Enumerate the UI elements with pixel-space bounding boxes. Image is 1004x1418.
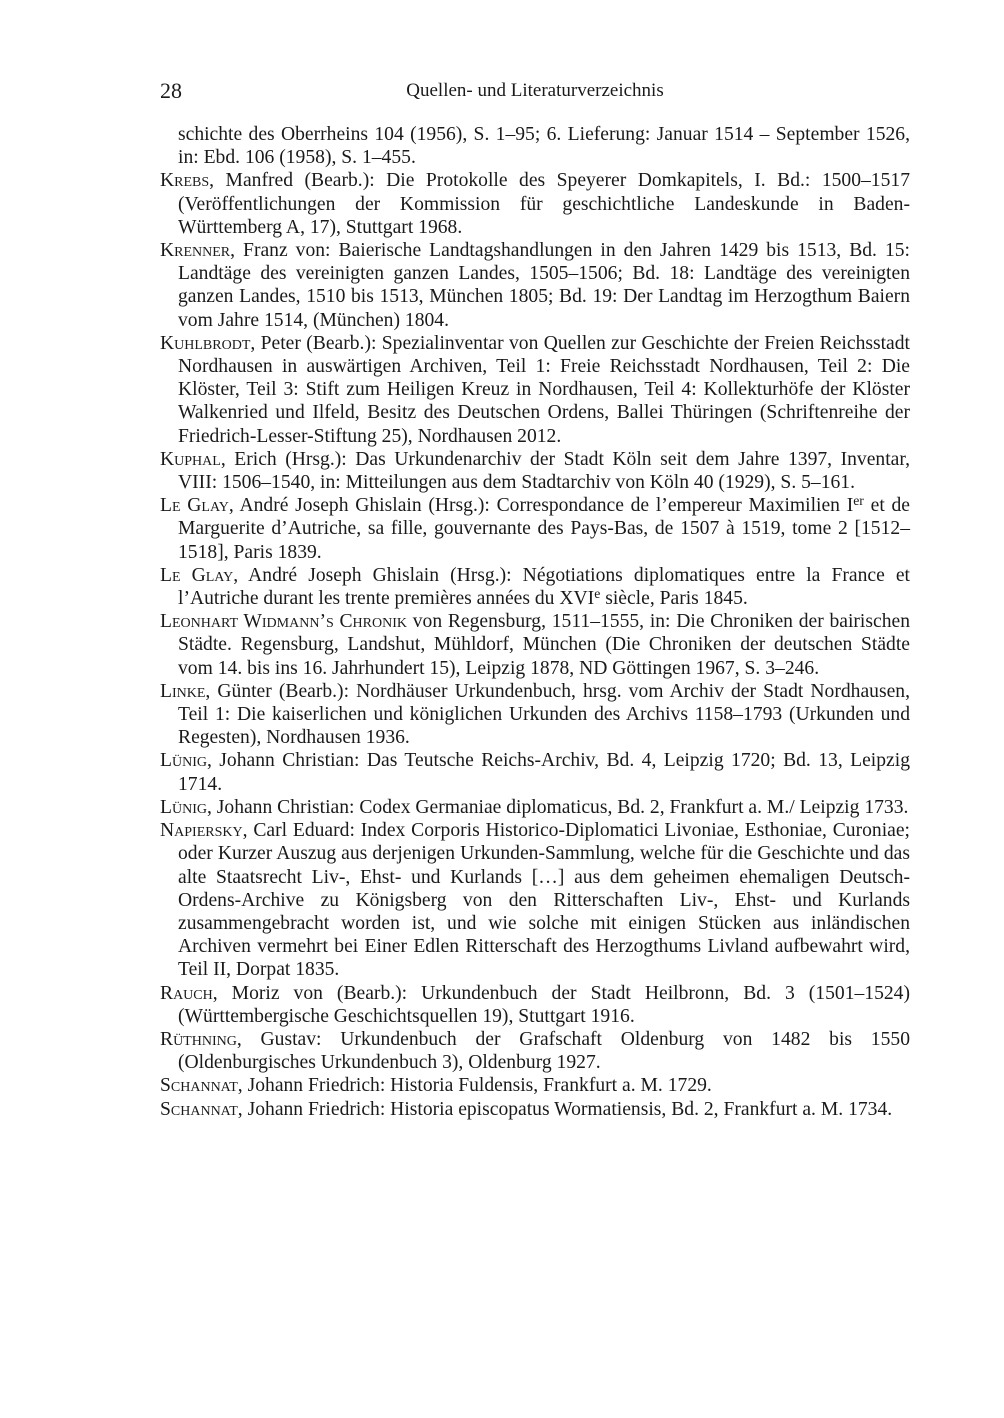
entry-text: , Erich (Hrsg.): Das Urkundenarchiv der Stadt Köln seit dem Jahre 1397, Inventar, VIII: 1506–1540, in: Mitteilungen aus dem Stadtarchiv von Köln 40 (1929), S. 5–161. xyxy=(178,448,910,494)
bibliography-entry xyxy=(160,680,910,750)
bibliography-entry xyxy=(160,1098,910,1121)
entry-author: Schannat xyxy=(160,1098,238,1120)
entry-author: Leonhart Widmann’s Chronik xyxy=(160,611,407,633)
entry-author: Rüthning xyxy=(160,1028,237,1050)
entry-text: , Franz von: Baierische Landtagshandlungen in den Jahren 1429 bis 1513, Bd. 15: Landtäge des vereinigten ganzen Landes, 1505–1506; Bd. 18: Landtäge des vereinigten ganzen Landes, 1510 bis 1513, München 1805; Bd. 19: Der Landtag im Herzogthum Baiern vom Jahre 1514, (München) 1804. xyxy=(178,240,910,331)
entry-author: Lünig xyxy=(160,796,207,818)
entry-text-cont: et de Marguerite d’Autriche, sa fille, gouvernante des Pays-Bas, de 1507 à 1519, tome 2 [1512–1518], Paris 1839. xyxy=(178,495,910,563)
bibliography-entry xyxy=(160,1074,910,1097)
entry-author: Le Glay xyxy=(160,495,229,517)
entry-text: , Johann Friedrich: Historia Fuldensis, Frankfurt a. M. 1729. xyxy=(237,1075,712,1097)
entry-text: , Moriz von (Bearb.): Urkundenbuch der Stadt Heilbronn, Bd. 3 (1501–1524) (Württembergische Geschichtsquellen 19), Stuttgart 1916. xyxy=(178,982,910,1027)
bibliography-entry xyxy=(160,796,910,819)
entry-text: schichte des Oberrheins 104 (1956), S. 1–95; 6. Lieferung: Januar 1514 – September 1526, in: Ebd. 106 (1958), S. 1–455. xyxy=(178,124,910,169)
bibliography-entry xyxy=(160,332,910,448)
entry-author: Rauch xyxy=(160,982,213,1004)
entry-text: , Johann Christian: Das Teutsche Reichs-Archiv, Bd. 4, Leipzig 1720; Bd. 13, Leipzig 1714. xyxy=(178,750,910,795)
bibliography-list xyxy=(160,123,910,1121)
entry-superscript: er xyxy=(853,493,864,509)
entry-text: , Carl Eduard: Index Corporis Historico-Diplomatici Livoniae, Esthoniae, Curoniae; oder Kurzer Auszug aus derjenigen Urkunden-Sammlung, welche für die Geschichte und das alte Staatsrecht Liv-, Ehst- und Kurlands […] aus dem geheimen ehemaligen Deutsch-Ordens-Archive zu Königsberg von den Ritterschaften Liv-, Ehst- und Kurlands zusammengebracht worden ist, und wie solche mit einigen Stücken aus inländischen Archiven vermehrt bei Einer Edlen Ritterschaft des Herzogthums Livland aufbewahrt wird, Teil II, Dorpat 1835. xyxy=(178,820,910,981)
entry-text: , Gustav: Urkundenbuch der Grafschaft Oldenburg von 1482 bis 1550 (Oldenburgisches Urkundenbuch 3), Oldenburg 1927. xyxy=(178,1028,910,1074)
bibliography-entry-continued xyxy=(160,123,910,169)
running-head: Quellen- und Literaturverzeichnis xyxy=(406,80,664,101)
bibliography-entry xyxy=(160,169,910,239)
bibliography-entry xyxy=(160,494,910,564)
entry-text: , Peter (Bearb.): Spezialinventar von Quellen zur Geschichte der Freien Reichsstadt Nordhausen in auswärtigen Archiven, Teil 1: Freie Reichsstadt Nordhausen, Teil 2: Die Klöster, Teil 3: Stift zum Heiligen Kreuz in Nordhausen, Teil 4: Kollekturhöfe der Klöster Walkenried und Ilfeld, Besitz des Deutschen Ordens, Ballei Thüringen (Schriftenreihe der Friedrich-Lesser-Stiftung 25), Nordhausen 2012. xyxy=(178,332,910,447)
entry-author: Napiersky xyxy=(160,820,243,842)
entry-author: Kuphal xyxy=(160,448,221,470)
entry-author: Linke xyxy=(160,680,206,702)
bibliography-entry xyxy=(160,448,910,494)
entry-text: , André Joseph Ghislain (Hrsg.): Négotiations diplomatiques entre la France et l’Autriche durant les trente premières années du XVI xyxy=(178,564,910,610)
entry-text: , Johann Christian: Codex Germaniae diplomaticus, Bd. 2, Frankfurt a. M./ Leipzig 1733. xyxy=(206,796,909,818)
entry-author: Le Glay xyxy=(160,564,234,586)
bibliography-entry xyxy=(160,239,910,332)
entry-text: , Günter (Bearb.): Nordhäuser Urkundenbuch, hrsg. vom Archiv der Stadt Nordhausen, Teil 1: Die kaiserlichen und königlichen Urkunden des Archivs 1158–1793 (Urkunden und Regesten), Nordhausen 1936. xyxy=(178,680,910,749)
page-header xyxy=(160,78,910,106)
bibliography-entry xyxy=(160,749,910,795)
bibliography-entry xyxy=(160,982,910,1028)
entry-text: , Manfred (Bearb.): Die Protokolle des Speyerer Domkapitels, I. Bd.: 1500–1517 (Veröffentlichungen der Kommission für geschichtliche Landeskunde in Baden-Württemberg A, 17), Stuttgart 1968. xyxy=(178,170,910,238)
page-number: 28 xyxy=(160,78,182,103)
entry-superscript: e xyxy=(594,585,601,601)
bibliography-entry xyxy=(160,819,910,981)
entry-author: Krebs xyxy=(160,170,210,192)
entry-author: Kuhlbrodt xyxy=(160,332,251,354)
entry-text: , Johann Friedrich: Historia episcopatus Wormatiensis, Bd. 2, Frankfurt a. M. 1734. xyxy=(237,1098,893,1120)
entry-text-cont: siècle, Paris 1845. xyxy=(600,588,748,610)
entry-author: Krenner xyxy=(160,240,231,262)
entry-author: Lünig xyxy=(160,750,207,772)
bibliography-entry xyxy=(160,610,910,680)
bibliography-entry xyxy=(160,1028,910,1074)
entry-text: von Regensburg, 1511–1555, in: Die Chroniken der bairischen Städte. Regensburg, Landshut, Mühldorf, München (Die Chroniken der deutschen Städte vom 14. bis ins 16. Jahrhundert 15), Leipzig 1878, ND Göttingen 1967, S. 3–246. xyxy=(178,611,910,679)
entry-author: Schannat xyxy=(160,1075,238,1097)
entry-text: , André Joseph Ghislain (Hrsg.): Correspondance de l’empereur Maximilien I xyxy=(228,495,854,517)
bibliography-entry xyxy=(160,564,910,610)
